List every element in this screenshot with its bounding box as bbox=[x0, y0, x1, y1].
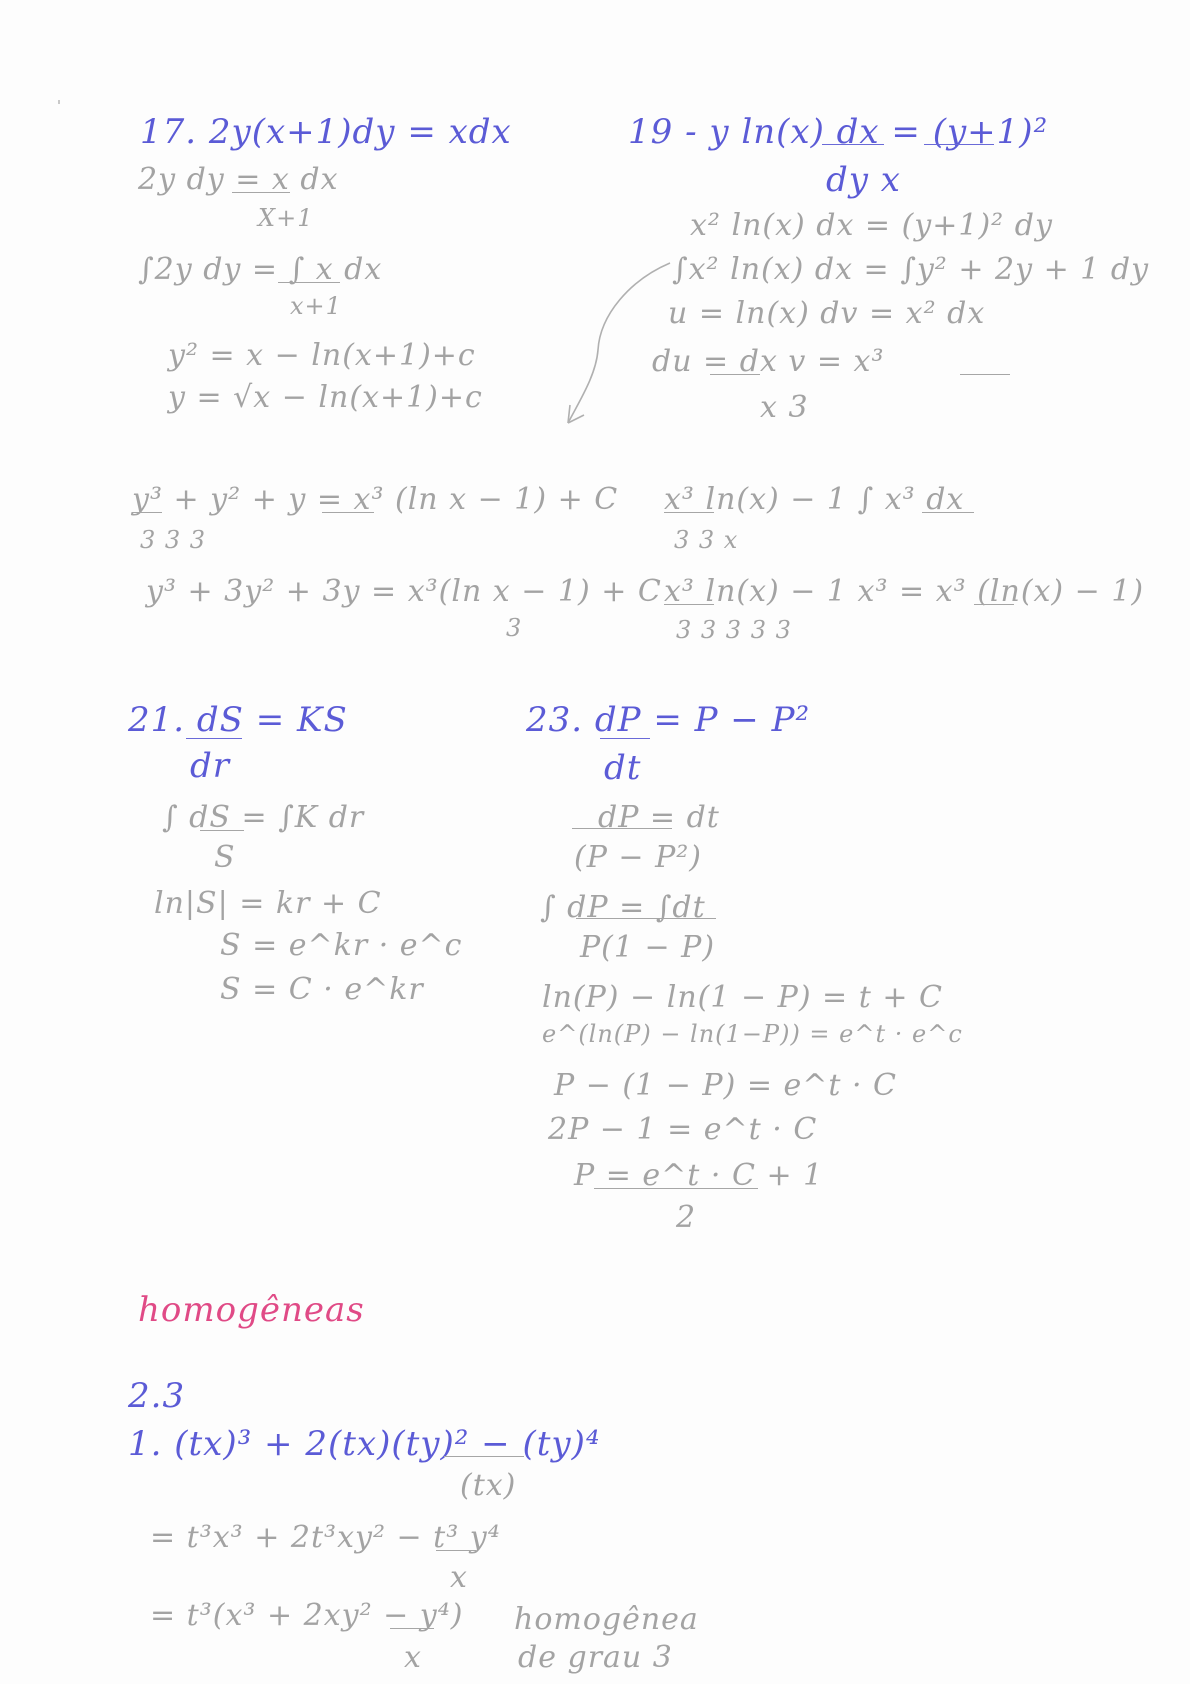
fraction-bar bbox=[390, 1628, 434, 1629]
problem-21-line-2: S bbox=[214, 840, 236, 875]
problem-23-line-1: dP = dt bbox=[598, 800, 720, 835]
homogeneous-note-line-1: homogênea bbox=[514, 1602, 699, 1637]
problem-19-line-4: du = dx v = x³ bbox=[652, 344, 885, 379]
result-left-line-1: y³ + y² + y = x³ (ln x − 1) + C bbox=[132, 482, 619, 517]
fraction-bar bbox=[436, 1550, 476, 1551]
fraction-bar bbox=[710, 374, 760, 375]
problem-23-line-8: 2P − 1 = e^t · C bbox=[548, 1112, 818, 1147]
fraction-bar bbox=[924, 144, 994, 145]
fraction-bar bbox=[822, 144, 884, 145]
problem-23-line-10: 2 bbox=[676, 1200, 697, 1235]
curved-arrow-icon bbox=[560, 255, 680, 435]
problem-17-line-6: y = √x − ln(x+1)+c bbox=[168, 380, 483, 415]
fraction-bar bbox=[278, 282, 340, 283]
fraction-bar bbox=[576, 918, 716, 919]
problem-19-line-3: u = ln(x) dv = x² dx bbox=[668, 296, 986, 331]
problem-23-line-9: P = e^t · C + 1 bbox=[574, 1158, 824, 1193]
homogeneous-1-heading-denominator: (tx) bbox=[460, 1468, 517, 1503]
homogeneous-1-line-4: x bbox=[404, 1640, 422, 1675]
problem-21-line-1: ∫ dS = ∫K dr bbox=[162, 800, 365, 835]
section-number: 2.3 bbox=[128, 1376, 186, 1416]
fraction-bar bbox=[444, 1456, 524, 1457]
homogeneous-1-line-2: x bbox=[450, 1560, 468, 1595]
problem-23-line-4: P(1 − P) bbox=[580, 930, 716, 965]
problem-21-heading-denominator: dr bbox=[190, 746, 231, 786]
problem-19-heading-denominator: dy x bbox=[826, 160, 901, 200]
result-left-line-3: y³ + 3y² + 3y = x³(ln x − 1) + C bbox=[146, 574, 662, 609]
fraction-bar bbox=[960, 374, 1010, 375]
fraction-bar bbox=[664, 604, 714, 605]
homogeneous-1-line-1: = t³x³ + 2t³xy² − t³ y⁴ bbox=[150, 1520, 501, 1555]
problem-21-line-3: ln|S| = kr + C bbox=[154, 886, 382, 921]
fraction-bar bbox=[974, 604, 1014, 605]
problem-17-line-4: x+1 bbox=[290, 292, 342, 320]
problem-17-line-1: 2y dy = x dx bbox=[138, 162, 339, 197]
problem-23-heading-denominator: dt bbox=[604, 748, 642, 788]
problem-21-line-5: S = C · e^kr bbox=[220, 972, 424, 1007]
homogeneous-note-line-2: de grau 3 bbox=[518, 1640, 673, 1675]
problem-23-line-6: e^(ln(P) − ln(1−P)) = e^t · e^c bbox=[542, 1020, 963, 1048]
problem-23-heading: 23. dP = P − P² bbox=[526, 700, 811, 740]
problem-17-line-3: ∫2y dy = ∫ x dx bbox=[138, 252, 383, 287]
problem-17-line-5: y² = x − ln(x+1)+c bbox=[168, 338, 476, 373]
problem-23-line-5: ln(P) − ln(1 − P) = t + C bbox=[542, 980, 943, 1015]
fraction-bar bbox=[600, 738, 650, 739]
fraction-bar bbox=[200, 830, 244, 831]
fraction-bar bbox=[186, 738, 242, 739]
fraction-bar bbox=[572, 828, 672, 829]
fraction-bar bbox=[322, 512, 374, 513]
problem-23-line-7: P − (1 − P) = e^t · C bbox=[554, 1068, 898, 1103]
problem-23-line-3: ∫ dP = ∫dt bbox=[540, 890, 706, 925]
problem-19-heading: 19 - y ln(x) dx = (y+1)² bbox=[628, 112, 1049, 152]
result-right-line-4: 3 3 3 3 3 bbox=[676, 616, 792, 644]
fraction-bar bbox=[922, 512, 974, 513]
homogeneous-1-heading: 1. (tx)³ + 2(tx)(ty)² − (ty)⁴ bbox=[128, 1424, 601, 1464]
section-title: homogêneas bbox=[138, 1290, 365, 1330]
fraction-bar bbox=[132, 512, 162, 513]
problem-17-line-2: X+1 bbox=[258, 204, 314, 232]
problem-19-line-1: x² ln(x) dx = (y+1)² dy bbox=[690, 208, 1053, 243]
result-left-line-2: 3 3 3 bbox=[140, 526, 207, 554]
result-left-line-4: 3 bbox=[506, 614, 523, 642]
result-right-line-3: x³ ln(x) − 1 x³ = x³ (ln(x) − 1) bbox=[664, 574, 1145, 609]
problem-21-line-4: S = e^kr · e^c bbox=[220, 928, 463, 963]
homogeneous-1-line-3: = t³(x³ + 2xy² − y⁴) bbox=[150, 1598, 464, 1633]
fraction-bar bbox=[232, 192, 290, 193]
fraction-bar bbox=[594, 1188, 758, 1189]
problem-23-line-2: (P − P²) bbox=[574, 840, 703, 875]
problem-19-line-2: ∫x² ln(x) dx = ∫y² + 2y + 1 dy bbox=[672, 252, 1150, 287]
fraction-bar bbox=[664, 512, 714, 513]
problem-17-heading: 17. 2y(x+1)dy = xdx bbox=[140, 112, 512, 152]
result-right-line-2: 3 3 x bbox=[674, 526, 739, 554]
problem-19-line-5: x 3 bbox=[760, 390, 809, 425]
paper-mark bbox=[58, 100, 60, 104]
result-right-line-1: x³ ln(x) − 1 ∫ x³ dx bbox=[664, 482, 965, 517]
problem-21-heading: 21. dS = KS bbox=[128, 700, 348, 740]
